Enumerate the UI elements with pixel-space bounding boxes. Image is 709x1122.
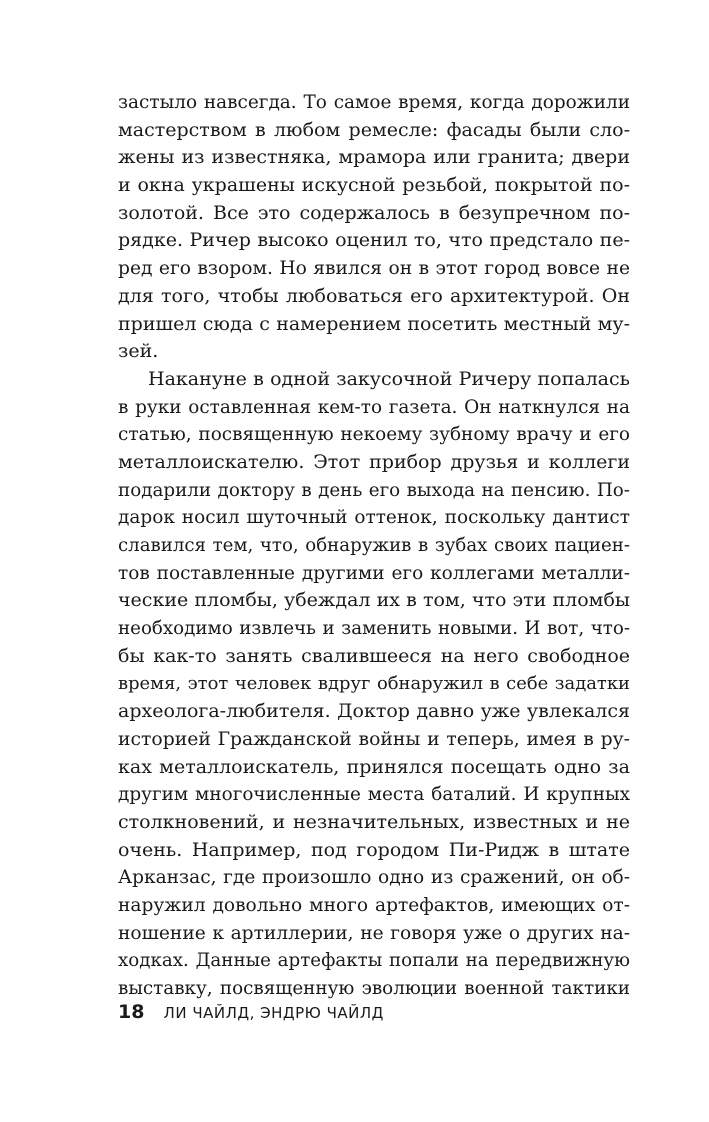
text-line: застыло навсегда. То самое время, когда дорожили [118, 92, 630, 113]
text-line: ред его взором. Но явился он в этот город вовсе не [118, 258, 630, 280]
text-line: славился тем, что, обнаружив в зубах своих пациен- [118, 535, 630, 556]
page-footer [118, 998, 384, 1026]
running-title: ЛИ ЧАЙЛД, ЭНДРЮ ЧАЙЛД [163, 1004, 384, 1022]
text-line: Накануне в одной закусочной Ричеру попалась [148, 367, 630, 390]
text-line: время, этот человек вдруг обнаружил в себе задатки [118, 673, 630, 695]
text-line: ношение к артиллерии, не говоря уже о других на- [118, 922, 630, 944]
text-line: статью, посвященную некоему зубному врачу и его [118, 424, 630, 446]
text-line: историей Гражданской войны и теперь, имея в ру- [118, 728, 630, 750]
text-line: ходках. Данные артефакты попали на передвижную [118, 950, 630, 972]
text-line: очень. Например, под городом Пи-Ридж в штате [118, 838, 630, 861]
text-line: рядке. Ричер высоко оценил то, что предстало пе- [118, 229, 630, 252]
text-line: Арканзас, где произошло одно из сражений, он об- [118, 867, 630, 889]
text-line: в руки оставленная кем-то газета. Он наткнулся на [118, 396, 630, 418]
text-line: подарили доктору в день его выхода на пенсию. По- [118, 479, 630, 501]
text-line: выставку, посвященную эволюции военной тактики [118, 978, 630, 999]
text-line: археолога-любителя. Доктор давно уже увлекался [118, 700, 630, 723]
text-line: металлоискателю. Этот прибор друзья и коллеги [118, 450, 630, 473]
text-line: необходимо извлечь и заменить новыми. И вот, что- [118, 618, 630, 640]
text-line: пришел сюда с намерением посетить местный му- [118, 312, 630, 335]
text-line: другим многочисленные места баталий. И крупных [118, 784, 630, 806]
page-number: 18 [118, 1001, 145, 1023]
text-line: ках металлоискатель, принялся посещать одно за [118, 755, 630, 778]
text-line: столкновений, и незначительных, известных и не [118, 810, 630, 833]
text-line: золотой. Все это содержалось в безупречном по- [118, 201, 630, 224]
text-line: тов поставленные другими его коллегами металли- [118, 562, 630, 584]
text-line: жены из известняка, мрамора или гранита; двери [118, 146, 630, 169]
body-text [118, 89, 630, 1003]
text-line: для того, чтобы любоваться его архитектурой. Он [118, 284, 630, 307]
text-line: ческие пломбы, убеждал их в том, что эти пломбы [118, 589, 630, 612]
text-line: бы как-то занять свалившееся на него свободное [118, 644, 630, 667]
text-line: и окна украшены искусной резьбой, покрытой по- [118, 174, 630, 197]
text-line: дарок носил шуточный оттенок, поскольку дантист [118, 507, 630, 529]
text-line: наружил довольно много артефактов, имеющих от- [118, 894, 630, 916]
text-line: мастерством в любом ремесле: фасады были сло- [118, 118, 630, 141]
text-line: зей. [118, 340, 159, 363]
